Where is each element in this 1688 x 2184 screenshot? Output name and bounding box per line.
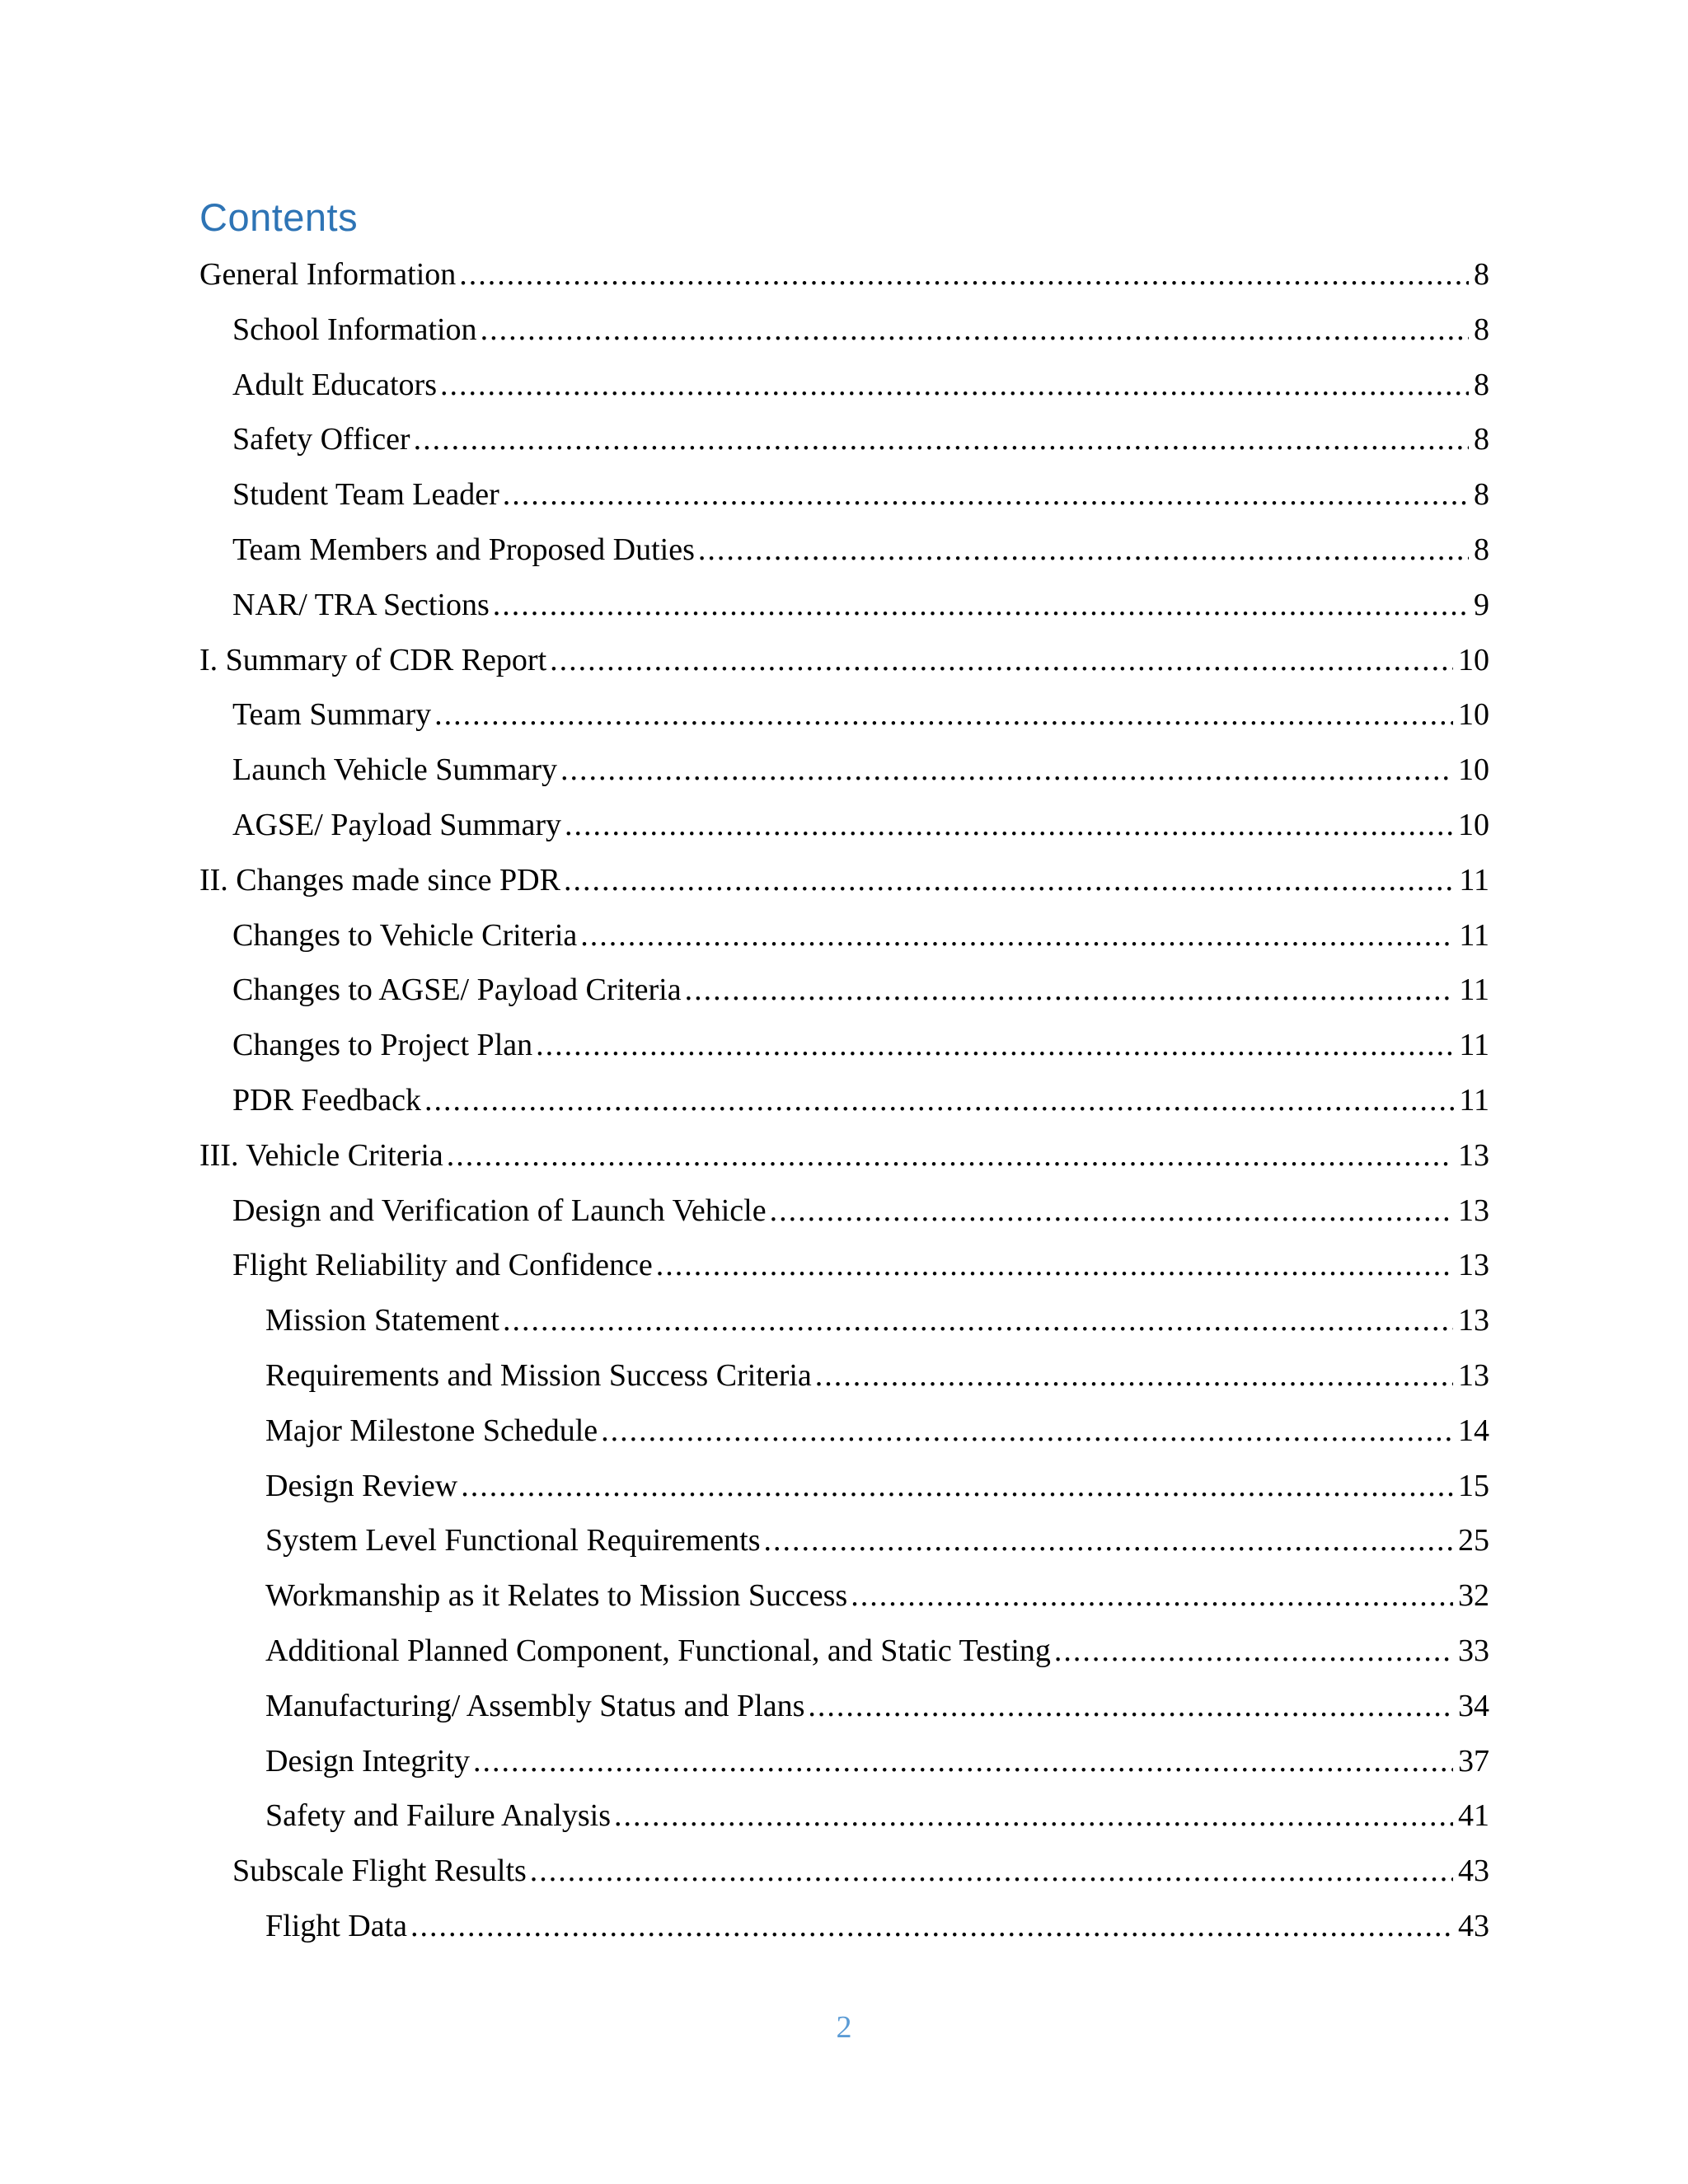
toc-entry-title: Design Integrity <box>265 1743 471 1779</box>
toc-dot-leader <box>564 855 1454 905</box>
toc-dot-leader <box>580 911 1454 960</box>
toc-entry-page-number: 8 <box>1474 367 1489 402</box>
toc-dot-leader <box>764 1516 1453 1565</box>
toc-dot-leader <box>1054 1626 1453 1675</box>
toc-entry-title: Design Review <box>265 1468 458 1503</box>
toc-entry-page-number: 10 <box>1458 807 1489 842</box>
toc-entry-page-number: 15 <box>1458 1468 1489 1503</box>
toc-dot-leader <box>560 745 1453 794</box>
toc-entry[interactable] <box>199 1626 1489 1681</box>
toc-entry-page-number: 10 <box>1458 752 1489 788</box>
toc-dot-leader <box>815 1351 1453 1400</box>
toc-dot-leader <box>656 1240 1453 1290</box>
toc-entry-page-number: 43 <box>1458 1908 1489 1943</box>
toc-entry[interactable] <box>199 1461 1489 1516</box>
toc-entry-page-number: 8 <box>1474 312 1489 347</box>
toc-entry[interactable] <box>199 580 1489 635</box>
toc-entry[interactable] <box>199 1296 1489 1351</box>
toc-entry-page-number: 8 <box>1474 257 1489 292</box>
toc-entry-title: Workmanship as it Relates to Mission Success <box>265 1578 848 1614</box>
toc-dot-leader <box>414 415 1469 464</box>
toc-dot-leader <box>536 1020 1454 1070</box>
toc-dot-leader <box>565 800 1453 850</box>
toc-entry-page-number: 11 <box>1459 972 1489 1008</box>
toc-entry-page-number: 32 <box>1458 1578 1489 1614</box>
toc-entry[interactable] <box>199 1240 1489 1296</box>
toc-dot-leader <box>851 1571 1453 1620</box>
toc-entry-page-number: 13 <box>1458 1303 1489 1338</box>
toc-entry-page-number: 14 <box>1458 1413 1489 1448</box>
toc-entry-title: II. Changes made since PDR <box>199 862 560 898</box>
toc-dot-leader <box>503 470 1469 519</box>
toc-entry[interactable] <box>199 855 1489 911</box>
toc-entry-page-number: 37 <box>1458 1743 1489 1779</box>
toc-dot-leader <box>614 1791 1453 1840</box>
toc-dot-leader <box>459 250 1469 299</box>
toc-entry-page-number: 11 <box>1459 862 1489 898</box>
toc-entry[interactable] <box>199 525 1489 580</box>
toc-dot-leader <box>447 1131 1453 1180</box>
toc-entry-page-number: 33 <box>1458 1633 1489 1668</box>
toc-entry[interactable] <box>199 1131 1489 1186</box>
toc-entry[interactable] <box>199 250 1489 305</box>
toc-dot-leader <box>550 635 1453 685</box>
toc-entry-title: Additional Planned Component, Functional, and Static Testing <box>265 1633 1051 1668</box>
toc-entry-title: General Information <box>199 257 457 292</box>
toc-dot-leader <box>601 1406 1453 1455</box>
toc-entry-page-number: 9 <box>1474 587 1489 622</box>
toc-entry-page-number: 34 <box>1458 1688 1489 1723</box>
toc-entry-title: Flight Data <box>265 1908 408 1943</box>
toc-entry-title: III. Vehicle Criteria <box>199 1137 443 1173</box>
toc-entry[interactable] <box>199 1516 1489 1571</box>
toc-entry-title: Manufacturing/ Assembly Status and Plans <box>265 1688 805 1723</box>
toc-entry-title: Safety and Failure Analysis <box>265 1798 611 1834</box>
toc-dot-leader <box>530 1846 1453 1896</box>
toc-entry-title: System Level Functional Requirements <box>265 1523 761 1558</box>
toc-entry[interactable] <box>199 690 1489 745</box>
toc-entry-title: I. Summary of CDR Report <box>199 642 547 677</box>
toc-entry-page-number: 13 <box>1458 1193 1489 1228</box>
toc-entry-page-number: 11 <box>1459 917 1489 953</box>
toc-entry[interactable] <box>199 800 1489 855</box>
toc-entry[interactable] <box>199 1736 1489 1792</box>
toc-entry-title: Launch Vehicle Summary <box>232 752 557 788</box>
toc-dot-leader <box>481 305 1469 354</box>
toc-entry[interactable] <box>199 1076 1489 1131</box>
toc-entry[interactable] <box>199 1020 1489 1076</box>
toc-entry-page-number: 13 <box>1458 1357 1489 1393</box>
toc-dot-leader <box>440 360 1469 410</box>
toc-dot-leader <box>424 1076 1454 1125</box>
footer-page-number: 2 <box>836 2010 852 2045</box>
toc-entry-title: Flight Reliability and Confidence <box>232 1248 653 1283</box>
toc-entry[interactable] <box>199 911 1489 966</box>
toc-entry-title: Design and Verification of Launch Vehicle <box>232 1193 767 1228</box>
toc-dot-leader <box>770 1186 1453 1235</box>
toc-entry-page-number: 8 <box>1474 532 1489 567</box>
toc-heading: Contents <box>199 195 359 239</box>
toc-entry[interactable] <box>199 1681 1489 1736</box>
toc-entry-title: Team Summary <box>232 697 432 733</box>
toc-entry-page-number: 11 <box>1459 1082 1489 1118</box>
table-of-contents <box>199 250 1489 1957</box>
toc-entry-title: Subscale Flight Results <box>232 1854 527 1889</box>
toc-entry-page-number: 8 <box>1474 422 1489 457</box>
toc-dot-leader <box>698 525 1469 574</box>
toc-entry[interactable] <box>199 1791 1489 1846</box>
toc-entry-page-number: 41 <box>1458 1798 1489 1834</box>
toc-entry[interactable] <box>199 1846 1489 1901</box>
toc-entry-title: Changes to AGSE/ Payload Criteria <box>232 972 682 1008</box>
toc-entry-page-number: 25 <box>1458 1523 1489 1558</box>
toc-entry[interactable] <box>199 470 1489 525</box>
toc-entry-title: School Information <box>232 312 477 347</box>
toc-dot-leader <box>685 965 1455 1015</box>
toc-dot-leader <box>461 1461 1453 1511</box>
toc-entry-title: Major Milestone Schedule <box>265 1413 598 1448</box>
toc-entry-title: PDR Feedback <box>232 1082 422 1118</box>
toc-entry-page-number: 10 <box>1458 642 1489 677</box>
toc-entry[interactable] <box>199 745 1489 800</box>
toc-entry[interactable] <box>199 1351 1489 1406</box>
toc-entry-title: Team Members and Proposed Duties <box>232 532 695 567</box>
toc-dot-leader <box>808 1681 1453 1731</box>
toc-entry-title: Requirements and Mission Success Criteria <box>265 1357 812 1393</box>
toc-entry[interactable] <box>199 1186 1489 1241</box>
toc-entry-title: Safety Officer <box>232 422 410 457</box>
toc-entry-title: Changes to Project Plan <box>232 1028 533 1063</box>
toc-entry-page-number: 13 <box>1458 1248 1489 1283</box>
toc-entry[interactable] <box>199 305 1489 360</box>
toc-entry-title: Changes to Vehicle Criteria <box>232 917 578 953</box>
toc-entry[interactable] <box>199 1571 1489 1626</box>
toc-entry[interactable] <box>199 965 1489 1020</box>
toc-entry-title: NAR/ TRA Sections <box>232 587 490 622</box>
toc-entry-title: AGSE/ Payload Summary <box>232 807 561 842</box>
toc-entry-page-number: 10 <box>1458 697 1489 733</box>
toc-entry[interactable] <box>199 635 1489 691</box>
toc-entry-title: Student Team Leader <box>232 477 499 513</box>
toc-dot-leader <box>473 1736 1453 1786</box>
toc-entry-page-number: 8 <box>1474 477 1489 513</box>
toc-entry-page-number: 13 <box>1458 1137 1489 1173</box>
toc-dot-leader <box>410 1901 1453 1951</box>
toc-dot-leader <box>493 580 1469 630</box>
toc-dot-leader <box>503 1296 1453 1345</box>
toc-entry[interactable] <box>199 1901 1489 1957</box>
toc-entry[interactable] <box>199 415 1489 470</box>
toc-entry-page-number: 43 <box>1458 1854 1489 1889</box>
toc-entry[interactable] <box>199 360 1489 415</box>
toc-entry[interactable] <box>199 1406 1489 1461</box>
toc-entry-title: Mission Statement <box>265 1303 499 1338</box>
toc-entry-page-number: 11 <box>1459 1028 1489 1063</box>
toc-entry-title: Adult Educators <box>232 367 438 402</box>
toc-dot-leader <box>434 690 1453 739</box>
